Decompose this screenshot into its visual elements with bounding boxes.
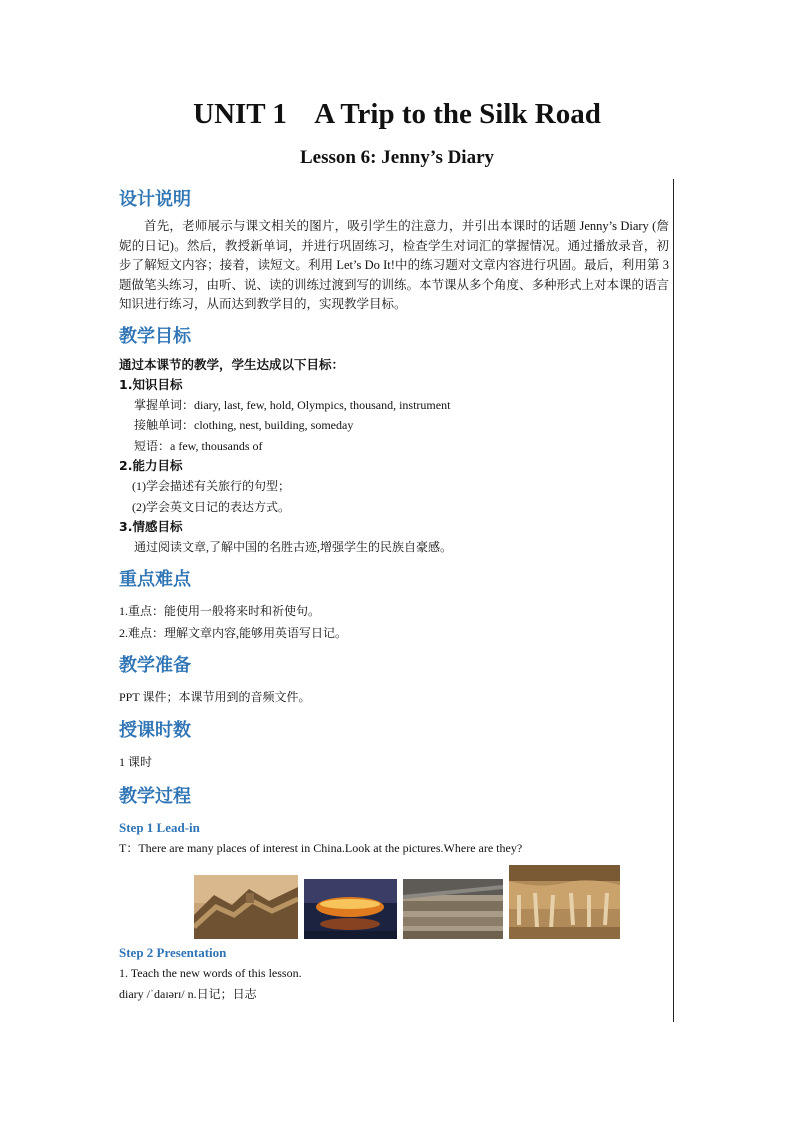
knowledge-line: 掌握单词：diary, last, few, hold, Olympics, thousand, instrument: [134, 397, 451, 412]
hours-heading: 授课时数: [119, 720, 191, 741]
lesson-subtitle: Lesson 6: Jenny’s Diary: [299, 147, 495, 168]
process-heading: 教学过程: [119, 785, 191, 807]
knowledge-line: 接触单词：clothing, nest, building, someday: [134, 418, 354, 432]
design-heading: 设计说明: [119, 189, 191, 210]
terracotta-warriors-image: [403, 879, 503, 939]
hukou-waterfall-image: [509, 865, 620, 939]
goals-intro: 通过本课节的教学，学生达成以下目标：: [119, 356, 345, 372]
margin-line: [673, 179, 674, 1022]
keypoint-line: 2.难点：理解文章内容,能够用英语写日记。: [119, 625, 348, 640]
places-images: [194, 865, 669, 939]
birds-nest-image: [304, 879, 397, 939]
step1-text: T：There are many places of interest in China.Look at the pictures.Where are they?: [119, 840, 523, 855]
ability-line: (2)学会英文日记的表达方式。: [132, 499, 290, 514]
step2-label: Step 2 Presentation: [119, 945, 227, 960]
emotion-label: 3.情感目标: [119, 519, 183, 534]
great-wall-image: [194, 875, 298, 939]
lesson-content: [119, 187, 669, 1004]
prep-heading: 教学准备: [119, 654, 191, 676]
prep-text: PPT 课件；本课节用到的音频文件。: [119, 689, 311, 704]
knowledge-label: 1.知识目标: [119, 376, 183, 392]
step1-label: Step 1 Lead-in: [119, 819, 200, 835]
hours-text: 1 课时: [119, 755, 153, 769]
ability-line: (1)学会描述有关旅行的句型；: [132, 479, 290, 493]
ability-label: 2.能力目标: [119, 458, 183, 473]
design-paragraph: 首先，老师展示与课文相关的图片，吸引学生的注意力，并引出本课时的话题 Jenny’s Diary (詹妮的日记)。然后，教授新单词，并进行巩固练习，检查学生对词汇的掌握情况。通过播放录音，初步了解短文内容；接着，读短文。利用 Let’s Do It!中的练习题对文章内容进行巩固。最后，利用第 3 题做笔头练习，由听、说、读的训练过渡到写的训练。本节课从多个角度、多种形式上对本课的语言知识进行练习，从而达到教学目的，实现教学目标。: [119, 219, 670, 311]
emotion-line: 通过阅读文章,了解中国的名胜古迹,增强学生的民族自豪感。: [134, 540, 453, 554]
step2-line: diary /ˈdaɪərɪ/ n.日记；日志: [119, 986, 257, 1001]
keypoint-line: 1.重点：能使用一般将来时和祈使句。: [119, 603, 321, 618]
keypoints-heading: 重点难点: [119, 568, 191, 590]
goals-heading: 教学目标: [119, 325, 191, 347]
step2-line: 1. Teach the new words of this lesson.: [119, 966, 302, 980]
page-title: UNIT 1 A Trip to the Silk Road: [193, 98, 601, 130]
knowledge-line: 短语：a few, thousands of: [134, 438, 263, 453]
